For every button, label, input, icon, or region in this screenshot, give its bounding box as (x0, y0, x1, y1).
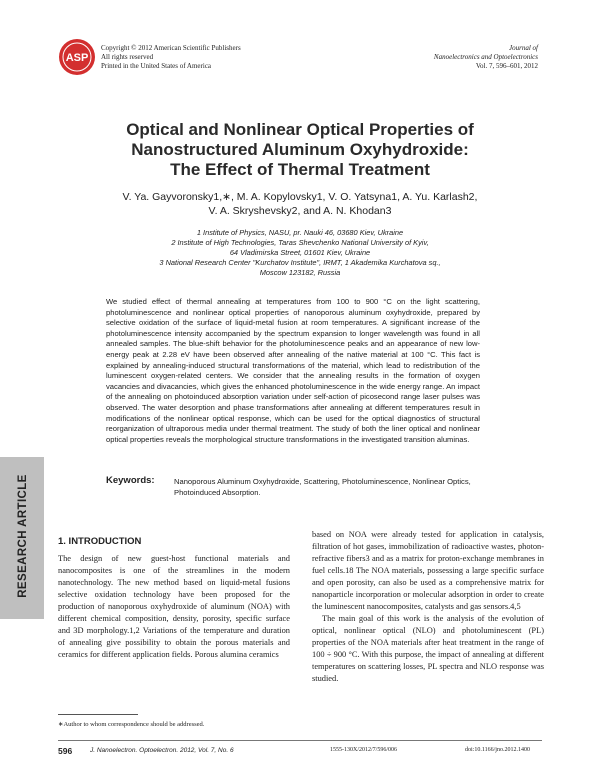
body-column-left (58, 553, 290, 661)
keywords-label: Keywords: (106, 475, 155, 486)
footer-doi: doi:10.1166/jno.2012.1400 (465, 747, 530, 753)
affiliations (60, 228, 540, 278)
keywords (106, 477, 480, 498)
affiliation-line: 64 Vladimirska Street, 01601 Kiev, Ukraine (229, 248, 371, 257)
footnote: ∗Author to whom correspondence should be addressed. (58, 721, 205, 728)
author-list (60, 190, 540, 218)
title-line: The Effect of Thermal Treatment (170, 160, 430, 179)
publisher-info (101, 44, 241, 71)
authors-line: V. A. Skryshevsky2, and A. N. Khodan3 (208, 205, 392, 217)
body-paragraph: The design of new guest-host functional materials and nanocomposites is one of the streamlines in the modern nanotechnology. The new method based on liquid-metal fusions selective oxidation technology have been proposed for the production of nanoporous oxyhydroxide of aluminum (NOA) with different chemical composition, density, porosity, specific surface and 3D morphology.1,2 Variations of the temperature and duration of annealing give possibility to obtain the porous materials and ceramics for different application fields. Porous alumina ceramics (58, 554, 290, 659)
body-paragraph: The main goal of this work is the analysis of the evolution of optical, nonlinear optical (NLO) and photoluminescent (PL) properties of the NOA materials after heat treatment in the range of 100 ÷ 900 °C. With this purpose, the impact of annealing at different temperatures on scattering losses, PL spectra and NLO response was studied. (312, 614, 544, 683)
logo-text: ASP (65, 52, 89, 64)
title-line: Nanostructured Aluminum Oxyhydroxide: (131, 140, 469, 159)
journal-info (434, 44, 538, 71)
publisher-line: Copyright © 2012 American Scientific Publishers (101, 44, 241, 52)
footer-journal: J. Nanoelectron. Optoelectron. 2012, Vol. 7, No. 6 (90, 747, 234, 754)
footnote-divider (58, 714, 138, 715)
section-heading: 1. INTRODUCTION (58, 536, 142, 547)
page-number: 596 (58, 746, 73, 756)
affiliation-line: 3 National Research Center "Kurchatov Institute", IRMT, 1 Akademika Kurchatova sq., (159, 258, 441, 267)
journal-line: Nanoelectronics and Optoelectronics (433, 53, 538, 61)
affiliation-line: 2 Institute of High Technologies, Taras Shevchenko National University of Kyiv, (171, 238, 429, 247)
volume-info: Vol. 7, 596–601, 2012 (475, 62, 538, 70)
body-column-right (312, 529, 544, 685)
footer-divider (58, 740, 542, 741)
keywords-text: Nanoporous Aluminum Oxyhydroxide, Scattering, Photoluminescence, Nonlinear Optics, Photoinduced Absorption. (174, 477, 471, 497)
publisher-line: Printed in the United States of America (101, 62, 212, 70)
paper-title (60, 120, 540, 180)
affiliation-line: 1 Institute of Physics, NASU, pr. Nauki 46, 03680 Kiev, Ukraine (196, 228, 404, 237)
journal-line: Journal of (509, 44, 538, 52)
authors-line: V. Ya. Gayvoronsky1,∗, M. A. Kopylovsky1, V. O. Yatsyna1, A. Yu. Karlash2, (122, 191, 478, 203)
body-paragraph: based on NOA were already tested for application in catalysis, filtration of hot gases, immobilization of radioactive wastes, photon-refractive fibers3 and as a matrix for proton-exchange membranes in fuel cells.18 The NOA materials, possessing a large specific surface and open porosity, can also be used as a comprehensive matrix for nanoparticle incorporation or molecular adsorption in order to create the luminescent nanocomposites, catalysts and gas sensors.4,5 (312, 530, 544, 611)
publisher-line: All rights reserved (101, 53, 154, 61)
title-line: Optical and Nonlinear Optical Properties of (126, 120, 474, 139)
abstract: We studied effect of thermal annealing at temperatures from 100 to 900 °C on the light scattering, photoluminescence and nonlinear optical properties of nanoporous aluminum oxyhydroxide, prepared by selective oxidation of the surface of liquid-metal fusion at room temperatures. A significant increase of the photoluminescence intensity accompanied by the spectrum expansion to longer wavelength was found in all annealed samples. The blue-shift behavior for the photoluminescence peaks and an appearance of new low-energy peak at 2.28 eV have been observed after annealing of the native material at 100 °C. This fact is explained by annealing-induced structural transformations of the material, which lead to redistribution of the luminescent oxygen-related centers. We consider that the annealing results in the formation of oxygen vacancies and divacancies, which gives the enhanced photoluminescence in the wide energy range. An impact of the annealing on photoinduced absorption variation under self-action of picosecond range laser pulses was observed. The water desorption and phase transformations after annealing at different temperatures result in modifications of the nonlinear optical response, which can be used for the optical diagnostics of structural reorganization of ultraporous media under thermal treatment. The study of both the liner optical and nonlinear optical properties reveals the morphological structure transformations in the investigated transition aluminas. (106, 297, 480, 444)
affiliation-line: Moscow 123182, Russia (259, 268, 341, 277)
footer-issn: 1555-130X/2012/7/596/006 (330, 747, 397, 753)
side-tab-label: RESEARCH ARTICLE (17, 474, 29, 598)
asp-logo (58, 38, 96, 76)
